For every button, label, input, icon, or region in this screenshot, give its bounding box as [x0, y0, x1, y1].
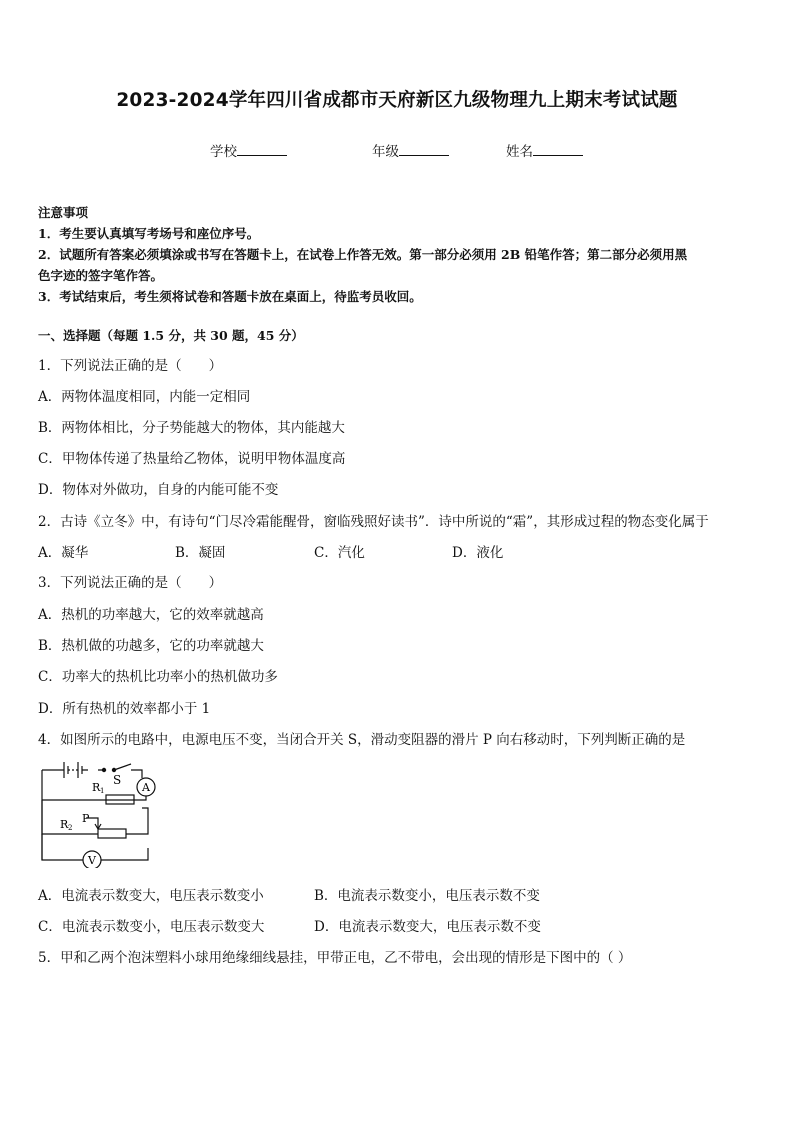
question-2-option-d: D．液化 [452, 545, 504, 561]
switch-contact [102, 768, 105, 771]
school-blank [237, 143, 287, 156]
question-3-option-c: C．功率大的热机比功率小的热机做功多 [38, 669, 278, 685]
r1-subscript: 1 [100, 787, 105, 795]
question-2-option-a: A．凝华 [38, 545, 89, 561]
question-1-option-d: D．物体对外做功，自身的内能可能不变 [38, 482, 279, 498]
school-field [210, 140, 287, 160]
question-4-option-a: A．电流表示数变大，电压表示数变小 [38, 888, 264, 904]
name-field [506, 140, 583, 160]
question-2-option-c: C．汽化 [314, 545, 365, 561]
question-4-stem: 4．如图所示的电路中，电源电压不变，当闭合开关 S，滑动变阻器的滑片 P 向右移动时，下列判断正确的是 [38, 732, 686, 748]
slider-label: P [82, 812, 90, 825]
question-4-option-b: B．电流表示数变小，电压表示数不变 [314, 888, 540, 904]
question-4-option-d: D．电流表示数变大，电压表示数不变 [314, 919, 541, 935]
question-2-option-b: B．凝固 [175, 545, 226, 561]
voltmeter-label: V [88, 854, 96, 867]
question-1-stem: 1．下列说法正确的是（ ） [38, 358, 223, 374]
grade-label: 年级 [372, 144, 399, 160]
grade-field [372, 140, 449, 160]
question-1-option-b: B．两物体相比，分子势能越大的物体，其内能越大 [38, 420, 345, 436]
grade-blank [399, 143, 449, 156]
question-1-option-a: A．两物体温度相同，内能一定相同 [38, 389, 251, 405]
notice-item: 色字迹的签字笔作答。 [38, 268, 164, 283]
question-1-option-c: C．甲物体传递了热量给乙物体，说明甲物体温度高 [38, 451, 346, 467]
top-wire [42, 764, 142, 778]
r2-branch-wire [42, 800, 148, 834]
notice-item: 3．考试结束后，考生须将试卷和答题卡放在桌面上，待监考员收回。 [38, 289, 422, 304]
question-5-stem: 5．甲和乙两个泡沫塑料小球用绝缘细线悬挂，甲带正电，乙不带电，会出现的情形是下图中的（ ） [38, 950, 632, 966]
circuit-diagram [38, 758, 168, 868]
question-3-option-a: A．热机的功率越大，它的效率就越高 [38, 607, 264, 623]
resistor-r2 [98, 829, 126, 838]
question-3-stem: 3．下列说法正确的是（ ） [38, 575, 223, 591]
switch-label: S [113, 773, 122, 787]
notice-heading: 注意事项 [38, 205, 89, 220]
r1-label: R [92, 781, 101, 794]
notice-item: 1．考生要认真填写考场号和座位序号。 [38, 226, 260, 241]
question-2-stem: 2．古诗《立冬》中，有诗句“门尽冷霜能醒骨，窗临残照好读书”．诗中所说的“霜”，其形成过程的物态变化属于 [38, 514, 709, 530]
r1-branch-wire [42, 796, 146, 800]
question-4-option-c: C．电流表示数变小，电压表示数变大 [38, 919, 265, 935]
r2-label: R [60, 818, 69, 831]
question-3-option-b: B．热机做的功越多，它的功率就越大 [38, 638, 264, 654]
notice-block [38, 202, 762, 307]
notice-item: 2．试题所有答案必须填涂或书写在答题卡上，在试卷上作答无效。第一部分必须用 2B 铅笔作答；第二部分必须用黑 [38, 247, 688, 262]
question-3-option-d: D．所有热机的效率都小于 1 [38, 701, 211, 717]
ammeter-label: A [142, 781, 150, 794]
section-heading: 一、选择题（每题 1.5 分，共 30 题，45 分） [38, 328, 304, 343]
name-label: 姓名 [506, 144, 533, 160]
school-label: 学校 [210, 144, 237, 160]
page-title: 2023-2024学年四川省成都市天府新区九级物理九上期末考试试题 [116, 90, 678, 111]
switch-contact [112, 768, 115, 771]
r2-subscript: 2 [68, 824, 73, 832]
name-blank [533, 143, 583, 156]
